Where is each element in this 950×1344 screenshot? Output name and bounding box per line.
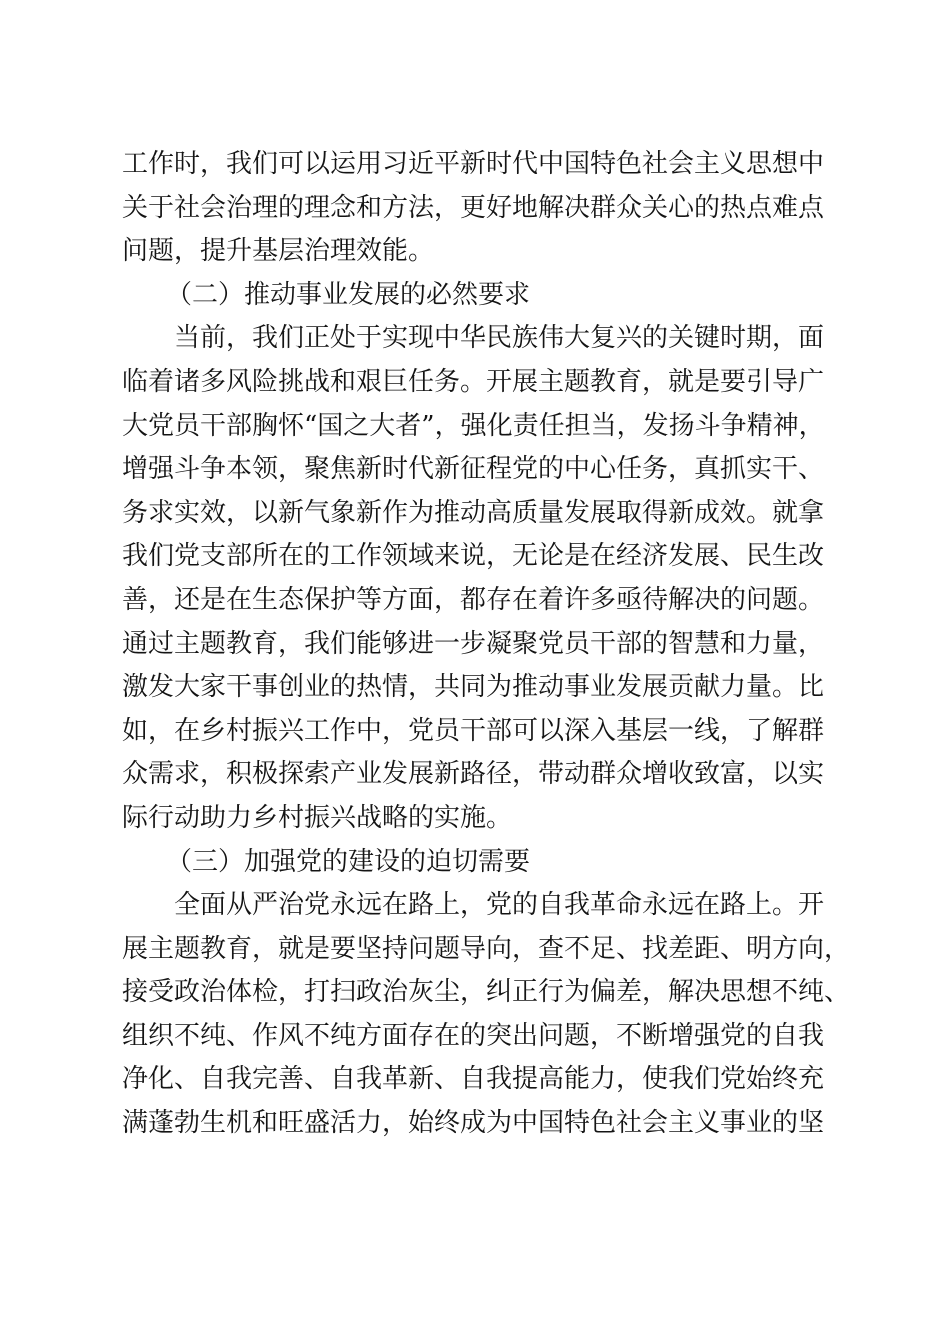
paragraph-line: 工作时，我们可以运用习近平新时代中国特色社会主义思想中	[122, 149, 825, 179]
paragraph-line: 务求实效，以新气象新作为推动高质量发展取得新成效。就拿	[122, 497, 825, 528]
paragraph-line: 众需求，积极探索产业发展新路径，带动群众增收致富，以实	[122, 759, 825, 790]
section-heading-2: （二）推动事业发展的必然要求	[166, 279, 531, 310]
paragraph-line: 际行动助力乡村振兴战略的实施。	[122, 802, 513, 833]
document-body	[122, 143, 851, 1146]
paragraph-line: 展主题教育，就是要坚持问题导向，查不足、找差距、明方向，	[122, 933, 851, 964]
paragraph-line: 当前，我们正处于实现中华民族伟大复兴的关键时期，面	[174, 323, 825, 354]
paragraph-line: 临着诸多风险挑战和艰巨任务。开展主题教育，就是要引导广	[122, 366, 825, 397]
paragraph-line: 组织不纯、作风不纯方面存在的突出问题，不断增强党的自我	[122, 1020, 825, 1051]
paragraph-line: 善，还是在生态保护等方面，都存在着许多亟待解决的问题。	[122, 584, 825, 615]
section-heading-3: （三）加强党的建设的迫切需要	[166, 846, 531, 877]
paragraph-line: 关于社会治理的理念和方法，更好地解决群众关心的热点难点	[122, 192, 825, 223]
paragraph-line: 大党员干部胸怀“国之大者”，强化责任担当，发扬斗争精神，	[122, 410, 825, 441]
paragraph-line: 激发大家干事创业的热情，共同为推动事业发展贡献力量。比	[122, 672, 825, 703]
paragraph-line: 全面从严治党永远在路上，党的自我革命永远在路上。开	[174, 890, 825, 921]
paragraph-line: 满蓬勃生机和旺盛活力，始终成为中国特色社会主义事业的坚	[122, 1108, 825, 1139]
paragraph-line: 通过主题教育，我们能够进一步凝聚党员干部的智慧和力量，	[122, 628, 825, 659]
paragraph-line: 如，在乡村振兴工作中，党员干部可以深入基层一线，了解群	[122, 715, 825, 746]
paragraph-line: 增强斗争本领，聚焦新时代新征程党的中心任务，真抓实干、	[122, 454, 825, 485]
paragraph-line: 我们党支部所在的工作领域来说，无论是在经济发展、民生改	[122, 541, 825, 572]
paragraph-line: 问题，提升基层治理效能。	[122, 236, 435, 267]
paragraph-line: 接受政治体检，打扫政治灰尘，纠正行为偏差，解决思想不纯、	[122, 977, 851, 1008]
paragraph-line: 净化、自我完善、自我革新、自我提高能力，使我们党始终充	[122, 1064, 825, 1095]
